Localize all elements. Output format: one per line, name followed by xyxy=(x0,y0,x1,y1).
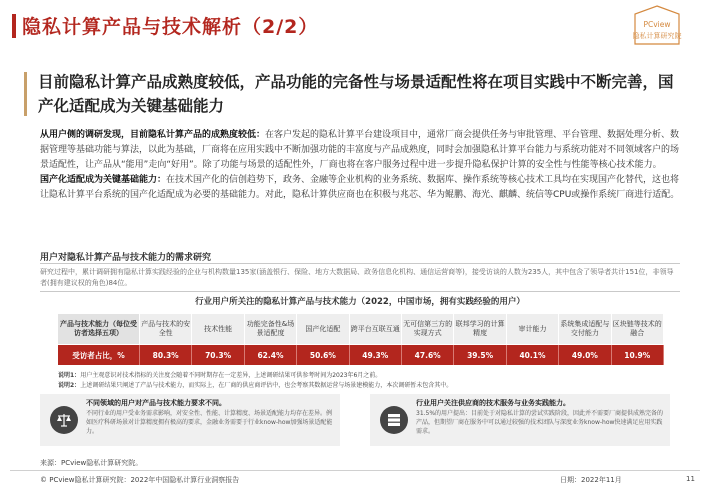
table-header-cell: 无可信第三方的实现方式 xyxy=(402,314,454,344)
note-2-text: 上述调研结果只阐述了产品与技术能力，而实际上，在厂商的供应商评估中，也会考察其数据运营与场景建模能力，本次调研暂未包含其中。 xyxy=(80,382,453,389)
insight-left-heading: 不同领域的用户对产品与技术能力要求不同。 xyxy=(86,399,226,407)
table-divider xyxy=(40,291,680,292)
table-header-first: 产品与技术能力（每位受访者选择五项） xyxy=(58,314,140,344)
table-header-cell: 联邦学习的计算精度 xyxy=(454,314,506,344)
note-2 xyxy=(58,380,678,389)
table-title: 行业用户所关注的隐私计算产品与技术能力（2022，中国市场，拥有实践经验的用户） xyxy=(195,297,525,307)
table-value-cell: 40.1% xyxy=(507,345,559,365)
p1-lead: 从用户侧的调研发现，目前隐私计算产品的成熟度较低： xyxy=(40,130,266,140)
logo xyxy=(617,4,697,50)
insight-left-text: 不同行业的用户受业务需求影响，对安全性、性能、计算精度、场景适配能力均存在差异。例如医疗科研场景对计算精度拥有极高的要求，金融业务需要于行业know-how加强场景适配能力。 xyxy=(86,410,333,435)
footer-copyright: © PCview隐私计算研究院：2022年中国隐私计算行业洞察报告 xyxy=(40,476,240,484)
p2-text: 在技术国产化的信创趋势下，政务、金融等企业机构的业务系统、数据库、操作系统等核心技术工具均在实现国产化替代，这也将让隐私计算平台系统的国产化适配成为必要的基础能力。对此，隐私计算供应商也在积极与兆芯、华为鲲鹏、海光、麒麟、统信等CPU或操作系统厂商进行适配。 xyxy=(40,175,680,200)
footer-divider xyxy=(10,470,700,471)
table-header-cell: 产品与技术的安全性 xyxy=(140,314,192,344)
table-value-cell: 70.3% xyxy=(192,345,244,365)
logo-text-institute: 隐私计算研究院 xyxy=(632,32,682,40)
table-header-cell: 审计能力 xyxy=(507,314,559,344)
table-value-cell: 80.3% xyxy=(140,345,192,365)
table-header-cell: 系统集成适配与交付能力 xyxy=(559,314,611,344)
page-title: 隐私计算产品与技术解析（2/2） xyxy=(22,16,319,38)
page-number: 11 xyxy=(686,475,695,483)
insight-box-right xyxy=(370,394,670,446)
table-row-label: 受访者占比，% xyxy=(58,345,140,365)
table-header-cell: 技术性能 xyxy=(192,314,244,344)
table-header-cell: 跨平台互联互通 xyxy=(350,314,402,344)
footer-date: 日期：2022年11月 xyxy=(560,476,622,484)
survey-text: 研究过程中，累计调研拥有隐私计算实践经验的企业与机构数量135家(涵盖银行、保险、地方大数据局、政务信息化机构、通信运营商等)，接受访谈的人数为235人，其中包含了领导者共计151位，非领导者(拥有建议权的角色)84位。 xyxy=(40,268,674,287)
note-1-text: 用户主观意识对技术指标的关注度会随着不同时期存在一定差异，上述调研结果可供参考时间为2023年6月之前。 xyxy=(80,372,382,379)
table-value-cell: 10.9% xyxy=(612,345,664,365)
survey-heading: 用户对隐私计算产品与技术能力的需求研究 xyxy=(40,253,212,263)
p1-text: 在客户发起的隐私计算平台建设项目中，通常厂商会提供任务与审批管理、平台管理、数据处理分析、数据管理等基础功能与算法，以此为基础，厂商将在应用实践中不断加强功能的丰富度与产品成熟度，同时会加强隐私计算平台能力与系统功能对不同领域客户的场景适配性，让产品从“能用”走向“好用”。除了功能与场景的适配性外，厂商也将在客户服务过程中进一步提升隐私保护计算的安全性与性能等核心技术能力。 xyxy=(40,130,680,170)
p2-lead: 国产化适配成为关键基础能力： xyxy=(40,175,167,185)
note-1 xyxy=(58,370,678,379)
note-1-label: 说明1： xyxy=(58,372,81,379)
source-note: 来源：PCview隐私计算研究院。 xyxy=(40,459,143,467)
subtitle: 目前隐私计算产品成熟度较低，产品功能的完备性与场景适配性将在项目实践中不断完善，国产化适配成为关键基础能力 xyxy=(38,73,674,115)
table-value-cell: 50.6% xyxy=(297,345,349,365)
table-value-cell: 49.0% xyxy=(559,345,611,365)
table-header-cell: 国产化适配 xyxy=(297,314,349,344)
insight-box-left xyxy=(40,394,340,446)
insight-right-heading: 行业用户关注供应商的技术服务与业务实践能力。 xyxy=(416,399,570,407)
table-header-cell: 区块链等技术的融合 xyxy=(612,314,664,344)
table-value-cell: 49.3% xyxy=(350,345,402,365)
server-icon xyxy=(380,406,408,434)
subtitle-accent-bar xyxy=(24,72,27,116)
body-paragraphs xyxy=(40,128,680,203)
table-value-cell: 39.5% xyxy=(454,345,506,365)
table-value-cell: 47.6% xyxy=(402,345,454,365)
scales-icon xyxy=(50,406,78,434)
note-2-label: 说明2： xyxy=(58,382,81,389)
table-header-cell: 功能完备性&场景适配度 xyxy=(245,314,297,344)
insight-right-text: 31.5%的用户提出：目前处于对隐私计算的尝试实践阶段，因此并不需要厂商提供成熟完备的产品，但期望厂商在服务中可以通过较强的技术团队与深度业务know-how快速满足应用实践需求。 xyxy=(416,410,664,435)
title-accent-bar xyxy=(12,14,16,38)
survey-divider xyxy=(40,263,680,264)
table-value-cell: 62.4% xyxy=(245,345,297,365)
logo-text-brand: PCview xyxy=(643,20,671,29)
